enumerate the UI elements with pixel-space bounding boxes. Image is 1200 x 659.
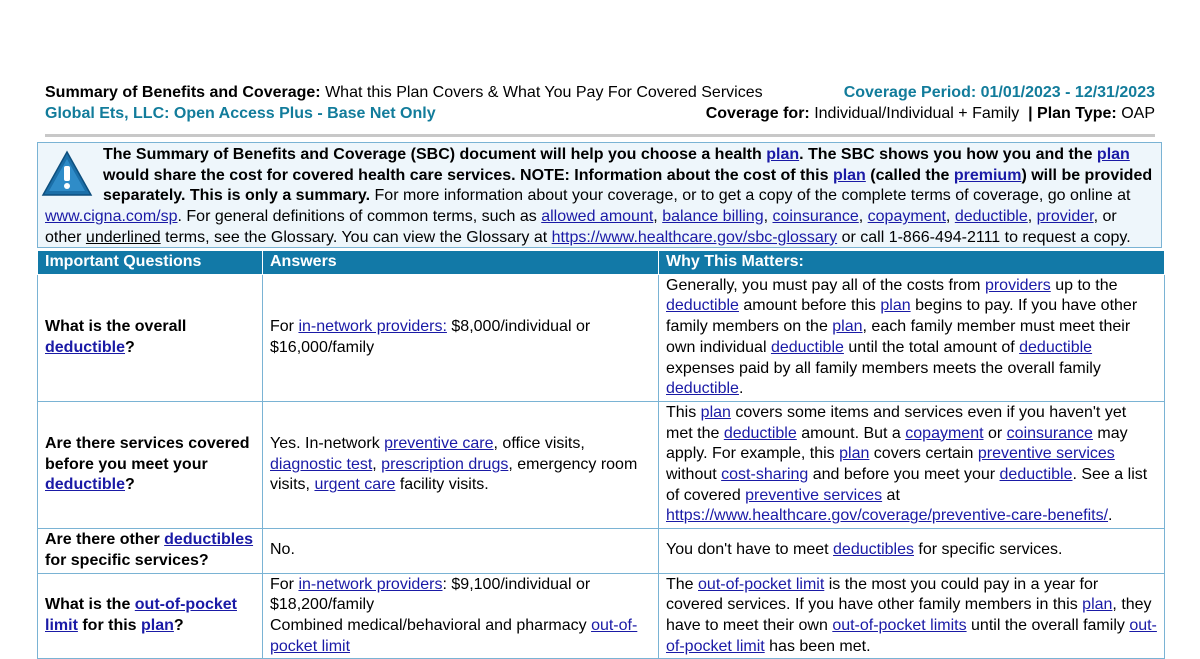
question-text: What is the: [45, 596, 135, 614]
benefits-table: [37, 250, 1165, 659]
question-text: ?: [173, 616, 184, 634]
document-header-right: [706, 82, 1155, 124]
comma: ,: [1027, 208, 1037, 226]
glossary-link-out-of-pocket-limit[interactable]: out-of-pocket limit: [666, 616, 1157, 655]
answer-cell: [263, 573, 659, 659]
glossary-link-deductible[interactable]: deductible: [954, 208, 1028, 226]
glossary-link-plan[interactable]: plan: [832, 166, 866, 184]
why-text: up to the: [1050, 276, 1118, 294]
coverage-period: Coverage Period: 01/01/2023 - 12/31/2023: [843, 84, 1155, 101]
why-text: The: [666, 575, 699, 593]
glossary-link-copayment[interactable]: copayment: [905, 424, 984, 442]
why-text: at: [882, 486, 900, 504]
table-row: [38, 274, 1165, 401]
answer-text: Combined medical/behavioral and pharmacy: [270, 616, 592, 634]
question-text: for specific services?: [45, 551, 209, 569]
comma: ,: [763, 208, 773, 226]
answer-text: For: [270, 575, 299, 593]
why-cell: [659, 401, 1165, 528]
question-cell: [38, 274, 263, 401]
notice-text-1: The Summary of Benefits and Coverage (SBC) document will help you choose a health: [103, 146, 767, 163]
glossary-link-allowed-amount[interactable]: allowed amount: [541, 208, 654, 226]
why-text: without: [666, 466, 722, 484]
glossary-link-providers[interactable]: providers: [984, 276, 1051, 294]
why-text: , each family member must meet their own individual: [666, 318, 1131, 356]
answer-text: , emergency room visits,: [270, 455, 638, 494]
plan-type-label: Plan Type:: [1037, 105, 1117, 122]
glossary-link-plan[interactable]: plan: [1082, 596, 1113, 614]
glossary-link-deductible[interactable]: deductible: [1019, 338, 1093, 356]
why-text: amount. But a: [796, 424, 906, 442]
question-text: Are there other: [45, 531, 165, 549]
answer-text: : $9,100/individual or $18,200/family: [270, 575, 591, 614]
why-text: amount before this: [738, 297, 881, 315]
notice-text-6: For more information about your coverage, or to get a copy of the complete terms of coverage, go online at: [370, 187, 1131, 205]
healthcare-glossary-link[interactable]: https://www.healthcare.gov/sbc-glossary: [551, 228, 838, 246]
why-text: begins to pay. If you have other family members on the: [666, 297, 1138, 336]
glossary-link-premium[interactable]: premium: [953, 166, 1022, 184]
glossary-link-cost-sharing[interactable]: cost-sharing: [721, 466, 809, 484]
header-important-questions: Important Questions: [38, 251, 263, 275]
glossary-link-plan[interactable]: plan: [880, 297, 911, 315]
why-text: may apply. For example, this: [666, 424, 1128, 463]
question-cell: [38, 529, 263, 573]
glossary-link-deductible[interactable]: deductible: [999, 466, 1073, 484]
answer-text: For: [270, 318, 299, 336]
preventive-care-benefits-link[interactable]: https://www.healthcare.gov/coverage/preventive-care-benefits/: [666, 507, 1109, 525]
glossary-link-preventive-care[interactable]: preventive care: [384, 434, 494, 452]
answer-text: Yes. In-network: [270, 434, 385, 452]
glossary-link-plan[interactable]: plan: [839, 445, 870, 463]
notice-text-10: or call 1-866-494-2111 to request a copy.: [837, 228, 1131, 246]
table-row: [38, 573, 1165, 659]
glossary-link-in-network-providers[interactable]: in-network providers: [298, 575, 443, 593]
why-text: until the overall family: [966, 616, 1130, 634]
why-text: covers certain: [869, 445, 978, 463]
glossary-link-coinsurance[interactable]: coinsurance: [1006, 424, 1093, 442]
why-cell: [659, 573, 1165, 659]
notice-text-2: . The SBC shows you how you and the: [799, 146, 1097, 163]
notice-text-3: would share the cost for covered health care services. NOTE: Information about the cost of this: [103, 166, 833, 184]
table-row: [38, 529, 1165, 573]
underlined-example: underlined: [85, 228, 161, 246]
why-text: and before you meet your: [808, 466, 1000, 484]
why-text: has been met.: [764, 637, 871, 655]
glossary-link-deductible[interactable]: deductible: [666, 380, 739, 398]
glossary-link-deductible[interactable]: deductible: [770, 338, 844, 356]
glossary-link-deductible[interactable]: deductible: [45, 476, 126, 494]
question-cell: [38, 401, 263, 528]
answer-cell: [263, 401, 659, 528]
glossary-link-deductible[interactable]: deductible: [45, 338, 126, 356]
table-header-row: [38, 251, 1165, 275]
glossary-link-preventive-services[interactable]: preventive services: [745, 486, 883, 504]
why-text: Generally, you must pay all of the costs from: [666, 276, 985, 294]
notice-text-4: (called the: [865, 166, 954, 184]
header-answers: Answers: [263, 251, 659, 275]
why-cell: [659, 529, 1165, 573]
glossary-link-deductible[interactable]: deductible: [723, 424, 797, 442]
why-text: .: [738, 380, 744, 398]
glossary-link-urgent-care[interactable]: urgent care: [314, 476, 396, 494]
header-why-this-matters: Why This Matters:: [659, 251, 1165, 275]
answer-cell: No.: [263, 529, 659, 573]
glossary-link-out-of-pocket-limit[interactable]: out-of-pocket limit: [270, 616, 638, 655]
glossary-link-plan[interactable]: plan: [766, 146, 800, 163]
question-cell: [38, 573, 263, 659]
notice-text-5: ) will be provided separately. This is only a summary.: [103, 166, 1153, 205]
glossary-link-deductibles[interactable]: deductibles: [164, 531, 254, 549]
glossary-link-provider[interactable]: provider: [1036, 208, 1094, 226]
question-text: Are there services covered before you meet your: [45, 434, 250, 473]
cigna-link[interactable]: www.cigna.com/sp: [45, 208, 178, 226]
glossary-link-plan[interactable]: plan: [1096, 146, 1130, 163]
why-text: or: [983, 424, 1007, 442]
why-text: .: [1108, 507, 1113, 525]
glossary-link-copayment[interactable]: copayment: [867, 208, 946, 226]
glossary-link-out-of-pocket-limit[interactable]: out-of-pocket limit: [698, 575, 825, 593]
header-divider: [45, 134, 1155, 137]
answer-cell: [263, 274, 659, 401]
coverage-for-value: Individual/Individual + Family: [814, 105, 1020, 122]
why-text: covers some items and services even if you haven't yet met the: [666, 403, 1127, 442]
coverage-for-label: Coverage for:: [705, 105, 810, 122]
glossary-link-balance-billing[interactable]: balance billing: [662, 208, 764, 226]
comma: ,: [945, 208, 955, 226]
comma: ,: [858, 208, 868, 226]
notice-text-9: terms, see the Glossary. You can view the Glossary at: [160, 228, 552, 246]
why-text: until the total amount of: [843, 338, 1020, 356]
answer-text: ,: [372, 455, 382, 473]
why-cell: [659, 274, 1165, 401]
glossary-link-plan[interactable]: plan: [700, 403, 731, 421]
answer-text: facility visits.: [395, 476, 489, 494]
plan-type-value: OAP: [1121, 105, 1155, 122]
answer-text: , office visits,: [493, 434, 585, 452]
glossary-link-in-network-providers[interactable]: in-network providers:: [298, 318, 447, 336]
comma: ,: [653, 208, 663, 226]
plan-name: Global Ets, LLC: Open Access Plus - Base Net Only: [45, 105, 436, 122]
document-header-left: [45, 82, 763, 124]
glossary-link-preventive-services[interactable]: preventive services: [977, 445, 1115, 463]
glossary-link-prescription-drugs[interactable]: prescription drugs: [381, 455, 509, 473]
glossary-link-deductibles[interactable]: deductibles: [833, 541, 914, 559]
glossary-link-coinsurance[interactable]: coinsurance: [772, 208, 859, 226]
glossary-link-deductible[interactable]: deductible: [666, 297, 739, 315]
why-text: expenses paid by all family members meets the overall family: [666, 359, 1101, 377]
warning-triangle-icon: [41, 149, 93, 199]
question-text: ?: [125, 476, 135, 494]
why-text: You don't have to meet: [666, 541, 834, 559]
notice-text-8: , or other: [45, 208, 1117, 246]
separator: |: [1028, 105, 1033, 122]
question-text: What is the overall: [45, 318, 187, 336]
sbc-title: Summary of Benefits and Coverage:: [45, 84, 321, 101]
why-text: This: [666, 403, 701, 421]
sbc-subtitle: What this Plan Covers & What You Pay For Covered Services: [325, 84, 763, 101]
sbc-notice-box: [37, 142, 1162, 248]
glossary-link-plan[interactable]: plan: [832, 318, 863, 336]
why-text: , they have to meet their own: [666, 596, 1152, 634]
question-text: ?: [125, 338, 135, 356]
glossary-link-out-of-pocket-limits[interactable]: out-of-pocket limits: [832, 616, 967, 634]
why-text: for specific services.: [913, 541, 1063, 559]
why-text: is the most you could pay in a year for covered services. If you have other family members in this: [666, 575, 1099, 614]
glossary-link-out-of-pocket-limit[interactable]: out-of-pocket limit: [45, 596, 237, 634]
glossary-link-diagnostic-test[interactable]: diagnostic test: [270, 455, 373, 473]
answer-text: $8,000/individual or $16,000/family: [270, 318, 591, 356]
glossary-link-plan[interactable]: plan: [141, 616, 174, 634]
question-text: for this: [77, 616, 141, 634]
notice-text-7: . For general definitions of common terms, such as: [177, 208, 542, 226]
table-row: [38, 401, 1165, 528]
why-text: . See a list of covered: [666, 466, 1148, 504]
